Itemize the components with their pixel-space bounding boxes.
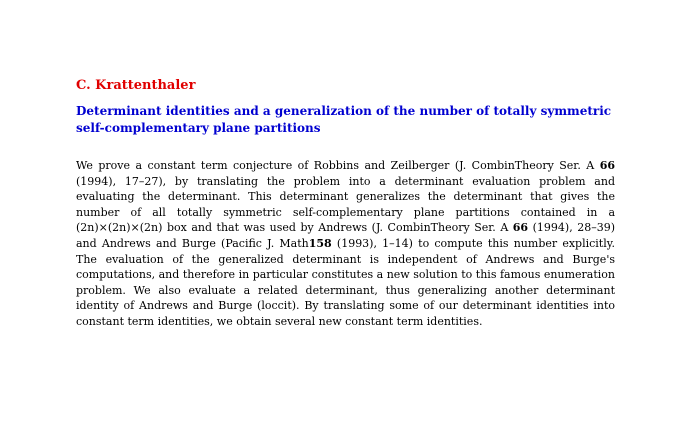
volume-number: 66 bbox=[599, 159, 615, 172]
abstract-text-1: We prove a constant term conjecture of Robbins and Zeilberger (J. CombinTheory Ser. A bbox=[76, 159, 600, 172]
document-page bbox=[76, 78, 615, 330]
abstract-paragraph bbox=[76, 158, 615, 330]
abstract-text-2: (1994), 17–27), by translating the problem into a determinant evaluation problem and evaluating the determinant. This determinant generalizes the determinant that gives the number of all totally symmetric self-complementary plane partitions contained in a (2n)×(2n)×(2n) box and that was used by Andrews (J. CombinTheory Ser. A bbox=[76, 174, 615, 235]
volume-number: 158 bbox=[308, 236, 332, 250]
volume-number: 66 bbox=[512, 221, 529, 235]
abstract bbox=[76, 158, 615, 330]
author-name: C. Krattenthaler bbox=[76, 78, 196, 93]
abstract-text-4: (1993), 1–14) to compute this number explicitly. The evaluation of the generalized determinant is independent of Andrews and Burge's computations, and therefore in particular constitutes a new solution to this famous enumeration problem. We also evaluate a related determinant, thus generalizing another determinant identity of Andrews and Burge (loccit). By translating some of our determinant identities into constant term identities, we obtain several new constant term identities. bbox=[76, 236, 615, 328]
abstract-text-3: (1994), 28–39) and Andrews and Burge (Pacific J. Math bbox=[76, 221, 615, 250]
paper-title: Determinant identities and a generalization of the number of totally symmetric self-complementary plane partitions bbox=[76, 104, 612, 135]
